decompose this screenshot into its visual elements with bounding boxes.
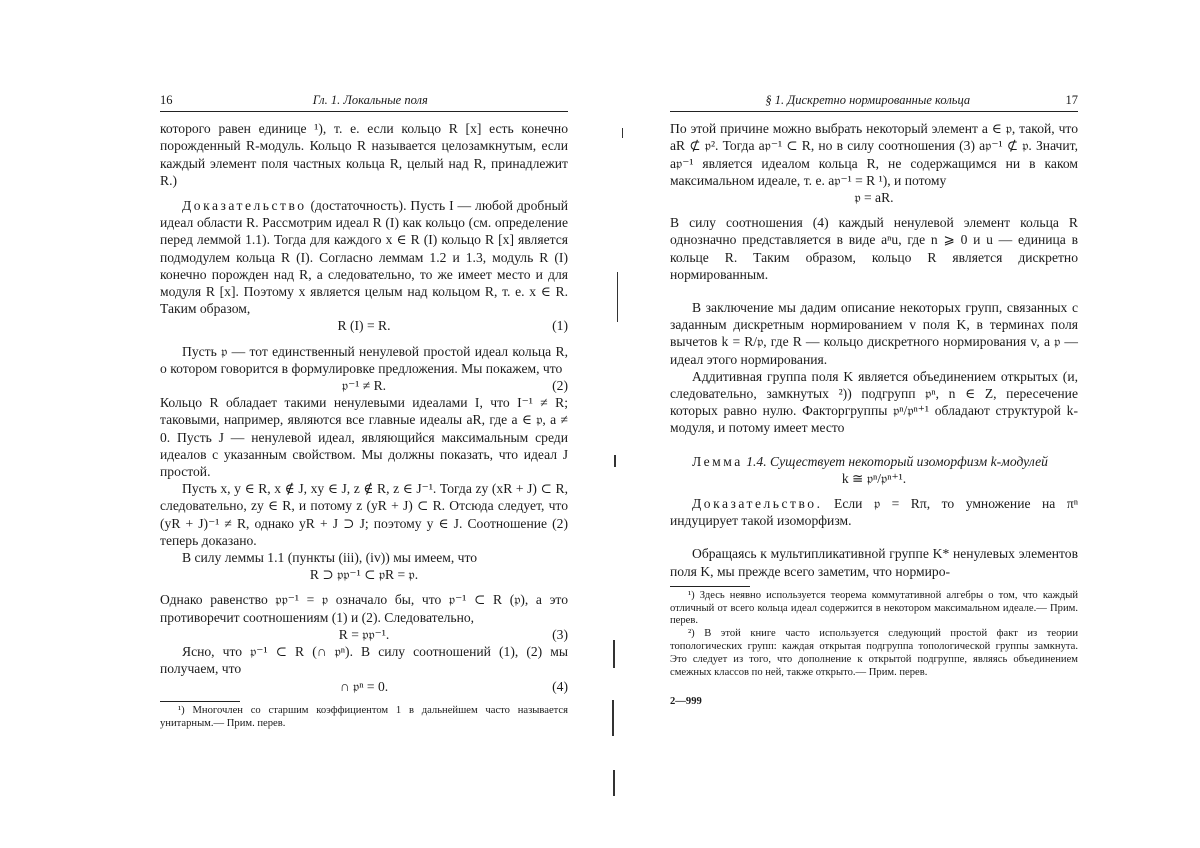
signature-mark: 2—999 — [670, 696, 702, 708]
paragraph: которого равен единице ¹), т. е. если кольцо R [x] есть конечно порожденный R-модуль. Кольцо R называется целозамкнутым, если каждый элемент поля частных кольца R, целый над R, принадлежит R.) — [160, 121, 568, 188]
proof-word: Доказательство — [182, 198, 307, 214]
running-head-right — [670, 92, 1078, 112]
page-number-left: 16 — [160, 93, 173, 107]
formula-text: ∩ 𝔭ⁿ = 0. — [339, 678, 389, 694]
formula — [160, 678, 568, 695]
paragraph: В силу соотношения (4) каждый ненулевой элемент кольца R однозначно представляется в виде aⁿu, где n ⩾ 0 и u — единица в кольце R. Таким образом, кольцо R является дискретно нормированным. — [670, 215, 1078, 282]
scan-speck — [614, 455, 616, 467]
paragraph: Аддитивная группа поля K является объединением открытых (и, следовательно, замкнутых ²)) подгрупп 𝔭ⁿ, n ∈ Z, пересечение которых равно нулю. Факторгруппы 𝔭ⁿ/𝔭ⁿ⁺¹ обладают структурой k-модуля, и потому имеет место — [670, 368, 1078, 436]
paragraph: В заключение мы дадим описание некоторых групп, связанных с заданным дискретным нормированием v поля K, в терминах поля вычетов k = R/𝔭, где R — кольцо дискретного нормирования v, а 𝔭 — идеал этого нормирования. — [670, 300, 1078, 367]
formula — [670, 470, 1078, 487]
equation-number: (1) — [552, 318, 568, 334]
paragraph: Кольцо R обладает такими ненулевыми идеалами I, что I⁻¹ ≠ R; таковыми, например, являются все главные идеалы aR, где a ∈ 𝔭, a ≠ 0. Пусть J — ненулевой идеал, являющийся максимальным среди идеалов с указанным свойством. Мы должны показать, что идеал J простой. — [160, 395, 568, 480]
proof-paragraph — [670, 495, 1078, 529]
scan-speck — [612, 700, 614, 736]
footnote-rule — [160, 701, 240, 702]
right-page — [670, 92, 1078, 711]
page-number-right: 17 — [1065, 93, 1078, 107]
proof-word: Доказательство. — [692, 496, 823, 512]
formula-text: R = 𝔭𝔭⁻¹. — [338, 626, 390, 642]
scan-speck — [617, 272, 618, 322]
formula-text: k ≅ 𝔭ⁿ/𝔭ⁿ⁺¹. — [841, 470, 907, 486]
paragraph: Пусть 𝔭 — тот единственный ненулевой простой идеал кольца R, о котором говорится в формулировке предложения. Мы покажем, что — [160, 343, 568, 376]
formula-text: R (I) = R. — [337, 318, 391, 334]
formula-text: R ⊃ 𝔭𝔭⁻¹ ⊂ 𝔭R = 𝔭. — [309, 567, 419, 583]
footnote: ²) В этой книге часто используется следующий простой факт из теории топологических групп: каждая открытая подгруппа топологической группы замкнута. Это следует из того, что дополнение к открытой подгруппе, являясь объединением смежных классов по ней, также открыто.— Прим. перев. — [670, 628, 1078, 678]
running-head-left — [160, 92, 568, 112]
lemma-word: Лемма — [692, 453, 743, 469]
scan-speck — [622, 128, 623, 138]
running-title-right: § 1. Дискретно нормированные кольца — [765, 93, 971, 107]
formula — [160, 626, 568, 643]
paragraph: Ясно, что 𝔭⁻¹ ⊂ R (∩ 𝔭ⁿ). В силу соотношений (1), (2) мы получаем, что — [160, 644, 568, 677]
formula-text: 𝔭 = aR. — [854, 190, 894, 206]
lemma-statement: 1.4. Существует некоторый изоморфизм k-модулей — [746, 453, 1048, 469]
paragraph: Пусть x, y ∈ R, x ∉ J, xy ∈ J, z ∉ R, z ∈ J⁻¹. Тогда zy (xR + J) ⊂ R, следовательно, zy ∈ R, и потому z (yR + J) ⊂ R. Отсюда следует, что (yR + J)⁻¹ ≠ R, однако yR + J ⊃ J; поэтому y ∈ J. Соотношение (2) теперь доказано. — [160, 481, 568, 548]
formula — [160, 566, 568, 583]
paragraph: Однако равенство 𝔭𝔭⁻¹ = 𝔭 означало бы, что 𝔭⁻¹ ⊂ R (𝔭), а это противоречит соотношениям (1) и (2). Следовательно, — [160, 592, 568, 625]
scan-speck — [613, 640, 615, 668]
left-page — [160, 92, 568, 730]
equation-number: (2) — [552, 378, 568, 394]
footnote-rule — [670, 586, 750, 587]
equation-number: (3) — [552, 626, 568, 642]
formula — [160, 377, 568, 394]
paragraph-text: Если 𝔭 = Rπ, то умножение на πⁿ индуцирует такой изоморфизм. — [670, 496, 1078, 529]
running-title-left: Гл. 1. Локальные поля — [312, 93, 428, 107]
paragraph: Обращаясь к мультипликативной группе K* ненулевых элементов поля K, мы прежде всего заметим, что нормиро- — [670, 546, 1078, 579]
formula — [670, 189, 1078, 206]
formula-text: 𝔭⁻¹ ≠ R. — [341, 378, 387, 394]
formula — [160, 317, 568, 334]
paragraph: По этой причине можно выбрать некоторый элемент a ∈ 𝔭, такой, что aR ⊄ 𝔭². Тогда a𝔭⁻¹ ⊂ R, но в силу соотношения (3) a𝔭⁻¹ ⊄ 𝔭. Значит, a𝔭⁻¹ является идеалом кольца R, не содержащимся ни в каком максимальном идеале, т. е. a𝔭⁻¹ = R ¹), и потому — [670, 121, 1078, 188]
scan-speck — [613, 770, 615, 796]
footnote: ¹) Многочлен со старшим коэффициентом 1 в дальнейшем часто называется унитарным.— Прим. перев. — [160, 704, 568, 729]
proof-paragraph — [160, 197, 568, 317]
paragraph-text: (достаточность). Пусть I — любой дробный идеал области R. Рассмотрим идеал R (I) как кольцо (см. определение перед леммой 1.1). Тогда для каждого x ∈ R (I) кольцо R [x] является подмодулем кольца R (I). Согласно леммам 1.2 и 1.3, модуль R (I) конечно порожден над R, а следовательно, то же имеет место и для модуля R [x]. Поэтому x является целым над кольцом R, т. е. x ∈ R. Таким образом, — [160, 198, 568, 317]
lemma-paragraph — [670, 453, 1078, 470]
equation-number: (4) — [552, 678, 568, 694]
footnote: ¹) Здесь неявно используется теорема коммутативной алгебры о том, что каждый отличный от всего кольца идеал содержится в некотором максимальном идеале.— Прим. перев. — [670, 589, 1078, 627]
paragraph: В силу леммы 1.1 (пункты (iii), (iv)) мы имеем, что — [182, 550, 478, 566]
